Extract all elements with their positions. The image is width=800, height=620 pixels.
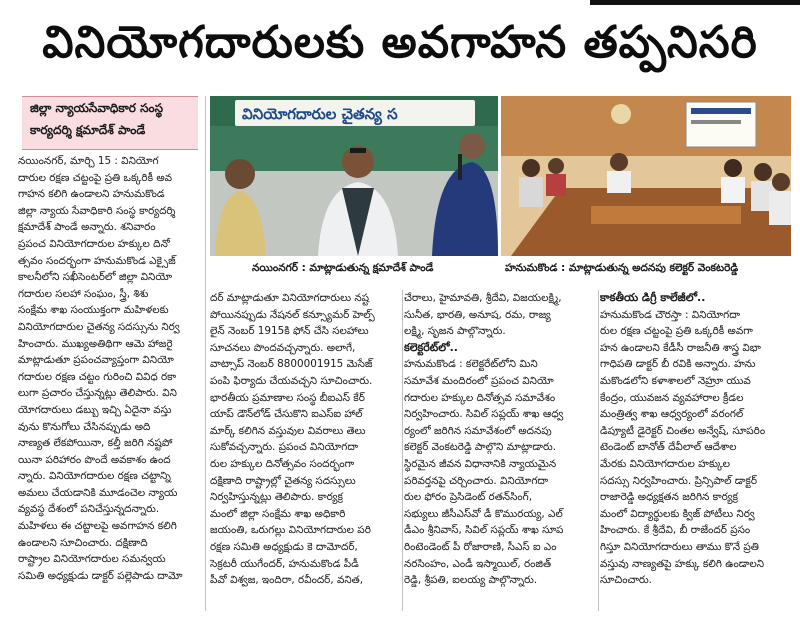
photo-collectorate [501, 96, 791, 256]
photo-naimnagar [210, 96, 498, 256]
article-line: హించారు. ముఖ్యఅతిథిగా ఆమె హాజరై [18, 337, 173, 350]
column-divider [402, 290, 403, 611]
article-line: గదారుల రక్షణ చట్టం గురించి వివిధ రకా [18, 370, 177, 383]
article-line: మంలో విద్యార్థులకు క్విజ్ పోటీలు నిర్వ [600, 507, 755, 520]
article-line: డీఎం శ్రీనివాస్, సివిల్ సప్లయ్ శాఖ సూప [404, 524, 564, 537]
article-line: ఉండాలని సూచించారు. దక్షిణాది [18, 536, 148, 549]
article-line: గదారుల హక్కుల దినోత్సవ సమావేశం [404, 391, 556, 404]
article-line: హించారు. కే శ్రీదేవి, బీ రాజేందర్ ప్రసం [600, 524, 751, 537]
article-line: సంక్షేమ శాఖ సంయుక్తంగా మహిళలకు [18, 304, 169, 317]
article-line: వ్యవస్థ దేశంలో పనిచేస్తున్నదన్నారు. [18, 503, 160, 516]
article-line: గిస్తూ వినియోగదారులు తాము కొనే ప్రతి [600, 540, 759, 553]
article-line: పంపి ఫిర్యాదు చేయవచ్చని సూచించారు. [210, 374, 373, 387]
article-line: సభ్యులు జీసీఎస్‌వో డీ కొమురయ్య, ఎల్ [404, 507, 563, 520]
section-heading: కాకతీయ డిగ్రీ కాలేజీలో.. [600, 291, 706, 304]
article-line: లైన్ నెంబర్ 1915కి ఫోన్ చేసి సలహాలు [210, 325, 369, 338]
article-line: గాధిపతి డాక్టర్ బీ రవికి అన్నారు. హను [600, 358, 756, 371]
article-line: వినియోగదారుల చైతన్య సదస్సును నిర్వ [18, 320, 180, 333]
article-line: రింటెండెంట్ పీ రోజారాణి, సీఎస్ ఐ ఎం [404, 540, 557, 553]
article-line: మంత్రిత్వ శాఖ ఆధ్వర్యంలో వరంగల్ [600, 408, 744, 421]
article-line: హనుమకొండ చౌరస్తా : వినియోగదా [600, 308, 740, 321]
article-line: క్షమాదేశ్ పాండే అన్నారు. శనివారం [18, 221, 156, 234]
article-line: రక్షణ సమితి అధ్యక్షుడు కె దామోదర్, [210, 540, 358, 553]
article-column-3 [404, 290, 596, 610]
article-line: రాజారెడ్డి అధ్యక్షతన జరిగిన కార్యక్ర [600, 491, 738, 504]
article-line: మహిళలు ఈ చట్టాలపై అవగాహన కలిగి [18, 520, 177, 533]
article-line: టెండెంట్ బానోత్ దేవీలాల్ ఆదేశాల [600, 441, 737, 454]
article-line: హనుమకొండ : కలెక్టరేట్‌లోని మిని [404, 358, 538, 371]
article-line: దర్ మాట్లాడుతూ వినియోగదారులు నష్ట [210, 292, 370, 304]
article-line: యోగదారులు డబ్బు ఇచ్చి ఏదైనా వస్తు [18, 403, 172, 416]
article-line: మకొండలోని కళాశాలలో నెహ్రూ యువ [600, 374, 751, 387]
article-line: రుల రక్షణ చట్టంపై ప్రతి ఒక్కరికీ అవగా [600, 325, 753, 338]
article-line: అమలు చేయడానికి మూడంచెల న్యాయ [18, 486, 178, 499]
article-line: రుల హక్కుల దినోత్సవం సందర్భంగా [210, 457, 355, 470]
article-line: యినా పరిహారం పొందే అవకాశం ఉంద [18, 453, 171, 466]
article-line: చేరాలు, హైమావతి, శ్రీదేవి, విజయలక్ష్మి, [404, 292, 562, 304]
article-line: న్నారు. వినియోగదారుల రక్షణ చట్టాన్ని [18, 470, 171, 483]
article-line: మేరకు వినియోగదారుల హక్కుల [600, 457, 731, 470]
article-line: పోయినప్పుడు నేషనల్ కన్స్యూమర్ హెల్ప్ [210, 308, 375, 321]
article-line: పరివర్తనపై చర్చించారు. వినియోగదా [404, 474, 549, 487]
article-line: నిర్వహిస్తున్నట్లు తెలిపారు. కార్యక్ర [210, 491, 343, 504]
top-bar [0, 0, 800, 6]
subheadline-line-2: కార్యదర్శి క్షమాదేశ్ పాండే [30, 123, 146, 137]
section-heading: కలెక్టరేట్‌లో.. [404, 340, 458, 354]
article-line: కాలనీలోని సఖీసెంటర్‌లో జిల్లా వినియో [18, 271, 173, 284]
article-line: త్సవం సందర్భంగా హనుమకొండ ఎక్సైజ్ [18, 254, 176, 267]
article-line: లుగా ప్రచారం చేస్తున్నట్లు తెలిపారు. విని [18, 387, 177, 400]
article-line: సూచనలు పొందవచ్చన్నారు. అలాగే, [210, 341, 356, 354]
article-line: పీవో విశ్వజ, ఇందిరా, రవీందర్, వనిత, [210, 574, 364, 587]
article-line: సునీత, భారతి, అనూష, రమ, రాజ్య [404, 308, 551, 321]
article-line: సమావేశ మందిరంలో ప్రపంచ వినియో [404, 374, 554, 387]
photo-caption-2: హనుమకొండ : మాట్లాడుతున్న అదనపు కలెక్టర్ వెంకటరెడ్డి [505, 262, 739, 274]
article-line: హన ఉండాలని కేడీసీ రాజనీతి శాస్త్ర విభా [600, 341, 761, 354]
top-rule [590, 0, 800, 5]
article-line: మాట్లాడుతూ ప్రపంచవ్యాప్తంగా వినియో [18, 354, 174, 367]
subheadline-line-1: జిల్లా న్యాయసేవాధికార సంస్థ [30, 101, 164, 115]
article-line: భారతీయ ప్రమాణాల సంస్థ బీఐఎస్ కేర్ [210, 391, 365, 404]
article-line: దక్షిణాది రాష్ట్రాల్లో చైతన్య సదస్సులు [210, 474, 356, 487]
article-line: రెడ్డి, శ్రీపతి, ఐలయ్య పాల్గొన్నారు. [404, 574, 538, 587]
article-line: సమితి అధ్యక్షుడు డాక్టర్ పల్లెపాడు దామో [18, 569, 183, 582]
photo-collectorate-drawing [501, 96, 791, 256]
article-line: రుల ఫోరం ప్రెసిడెంట్ రతన్‌సింగ్, [404, 491, 533, 504]
article-line: కలెక్టర్ వెంకటరెడ్డి పాల్గొని మాట్లాడారు. [404, 441, 557, 454]
article-line: కేంద్రం, యువజన వ్యవహారాల క్రీడల [600, 391, 744, 404]
column-divider [598, 290, 599, 611]
article-line: రాష్ట్రాల వినియోగదారుల సమన్వయ [18, 553, 166, 566]
article-line: సెక్రటరీ యుగేందర్, హనుమకొండ పీడీ [210, 557, 359, 570]
article-line: నరసింహం, ఎండీ ఇస్మాయిల్, రంజిత్ [404, 557, 552, 570]
article-line: సదస్సు నిర్వహించారు. ప్రిన్సిపాల్ డాక్టర్ [600, 474, 757, 487]
article-line: నయింనగర్, మార్చి 15 : వినియోగ [18, 155, 159, 167]
photo-naimnagar-drawing [210, 96, 498, 256]
article-line: సూచించారు. [600, 574, 652, 587]
article-line: స్థిరమైన జీవన విధానానికి న్యాయమైన [404, 457, 557, 470]
article-line: గాహన కలిగి ఉండాలని హనుమకొండ [18, 188, 165, 201]
article-column-2 [210, 290, 400, 610]
article-line: నాణ్యత లేకపోయినా, కల్తీ జరిగి నష్టపో [18, 437, 173, 450]
article-line: ప్రపంచ వినియోగదారుల హక్కుల దినో [18, 237, 170, 250]
article-line: గదారుల సలహా సంఘం, స్త్రీ, శిశు [18, 287, 149, 300]
headline: వినియోగదారులకు అవగాహన తప్పనిసరి [42, 17, 758, 68]
banner-text: వినియోగదారుల చైతన్య స [242, 105, 398, 123]
article-line: దారుల రక్షణ చట్టంపై ప్రతి ఒక్కరికీ అవ [18, 171, 173, 184]
article-column-1 [18, 153, 200, 613]
article-line: మంలో జిల్లా సంక్షేమ శాఖ అధికారి [210, 507, 346, 520]
subheadline-box [22, 96, 198, 150]
article-line: మార్క్ కలిగిన వస్తువుల వివరాలు తెలు [210, 424, 366, 437]
article-line: యాప్ డౌన్‌లోడ్ చేసుకొని ఐఎస్ఐ హాల్ [210, 408, 363, 421]
article-line: వస్తువు నాణ్యతపై హక్కు కలిగి ఉండాలని [600, 557, 765, 570]
article-line: జయంతి, ఒరుగల్లు వినియోగదారుల పరి [210, 524, 371, 537]
article-line: వాట్సాప్ నెంబర్ 8800001915 మెసేజ్ [210, 358, 373, 371]
article-column-4 [600, 290, 790, 610]
article-line: సుకోవచ్చన్నారు. ప్రపంచ వినియోగదా [210, 441, 359, 454]
article-line: ర్యంలో జరిగిన సమావేశంలో అదనపు [404, 424, 552, 437]
article-line: జిల్లా న్యాయ సేవాధికారి సంస్థ కార్యదర్శి [18, 204, 176, 217]
column-divider [205, 96, 206, 611]
article-line: డిప్యూటీ డైరెక్టర్ చింతల అన్వేష్, సూపరిం [600, 424, 766, 437]
article-line: వును కొనుగోలు చేసినప్పుడు అది [18, 420, 151, 433]
article-line: లక్ష్మి, సృజన పాల్గొన్నారు. [404, 325, 506, 338]
photo-caption-1: నయింనగర్ : మాట్లాడుతున్న క్షమాదేశ్ పాండే [252, 262, 434, 274]
article-line: నిర్వహించారు. సివిల్ సప్లయ్ శాఖ ఆధ్వ [404, 408, 564, 421]
